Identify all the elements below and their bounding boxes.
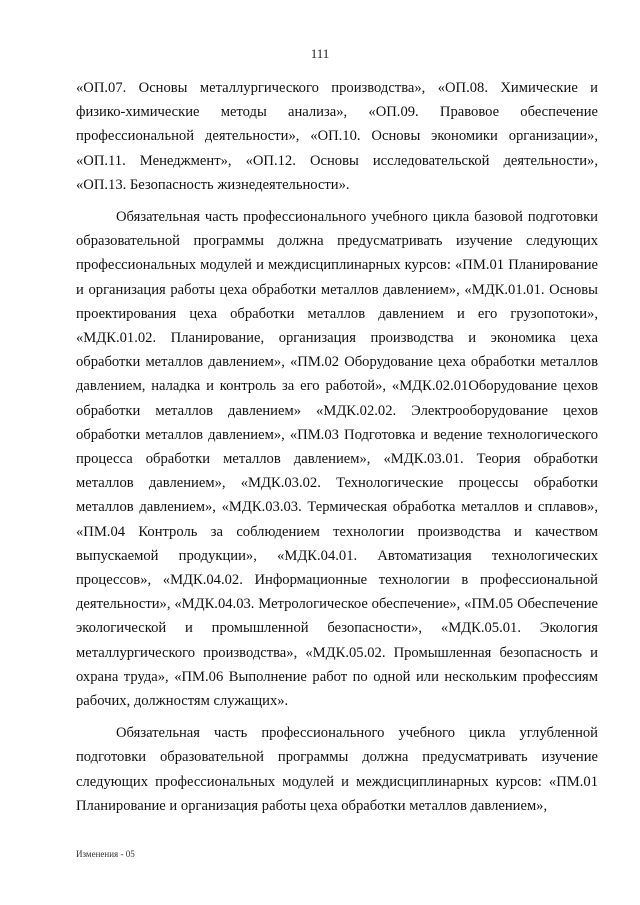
footer-revision-note: Изменения - 05 [76, 849, 135, 859]
paragraph-general-disciplines: «ОП.07. Основы металлургического производства», «ОП.08. Химические и физико-химические методы анализа», «ОП.09. Правовое обеспечение профессиональной деятельности», «ОП.10. Основы экономики организации», «ОП.11. Менеджмент», «ОП.12. Основы исследовательской деятельности», «ОП.13. Безопасность жизнедеятельности». [76, 80, 598, 193]
paragraph-basic-training-modules: Обязательная часть профессионального учебного цикла базовой подготовки образовательной программы должна предусматривать изучение следующих профессиональных модулей и междисциплинарных курсов: «ПМ.01 Планирование и организация работы цеха обработки металлов давлением», «МДК.01.01. Основы проектирования цеха обработки металлов давлением и его грузопотоки», «МДК.01.02. Планирование, организация производства и экономика цеха обработки металлов давлением», «ПМ.02 Оборудование цеха обработки металлов давлением, наладка и контроль за его работой», «МДК.02.01Оборудование цехов обработки металлов давлением» «МДК.02.02. Электрооборудование цехов обработки металлов давлением», «ПМ.03 Подготовка и ведение технологического процесса обработки металлов давлением», «МДК.03.01. Теория обработки металлов давлением», «МДК.03.02. Технологические процессы обработки металлов давлением», «МДК.03.03. Термическая обработка металлов и сплавов», «ПМ.04 Контроль за соблюдением технологии производства и качеством выпускаемой продукции», «МДК.04.01. Автоматизация технологических процессов», «МДК.04.02. Информационные технологии в профессиональной деятельности», «МДК.04.03. Метрологическое обеспечение», «ПМ.05 Обеспечение экологической и промышленной безопасности», «МДК.05.01. Экология металлургического производства», «МДК.05.02. Промышленная безопасность и охрана труда», «ПМ.06 Выполнение работ по одной или нескольким профессиям рабочих, должностям служащих». [76, 209, 598, 710]
paragraph-advanced-training-modules: Обязательная часть профессионального учебного цикла углубленной подготовки образовательной программы должна предусматривать изучение следующих профессиональных модулей и междисциплинарных курсов: «ПМ.01 Планирование и организация работы цеха обработки металлов давлением», [76, 725, 598, 814]
page-number: 111 [310, 46, 330, 61]
body-text [76, 76, 598, 818]
